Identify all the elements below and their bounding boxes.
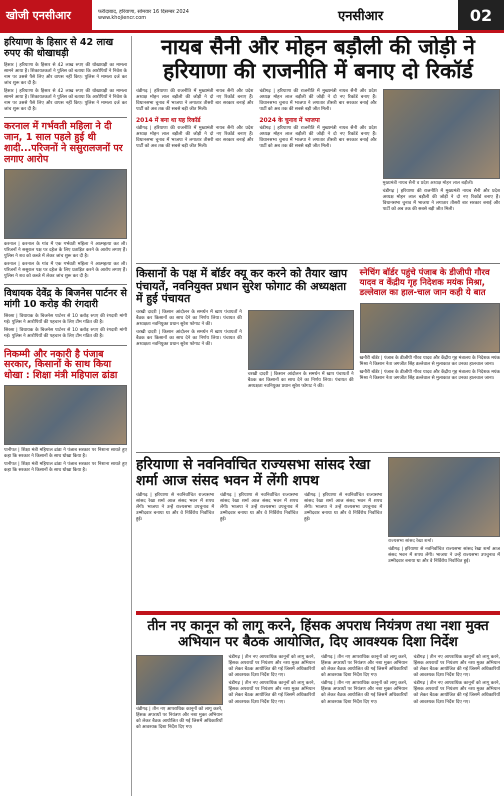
snatcher-body-cont: खनौरी बॉर्डर | पंजाब के डीजीपी गौरव यादव और केंद्रीय गृह मंत्रालय के निदेशक मयंक मिश्रा ने किसान नेता जगजीत सिंह डल्लेवाल से मुलाकात कर उनका हालचाल जाना। [359,369,500,381]
farmers-story [136,268,354,448]
page-number: 02 [458,0,504,30]
rajya-body: चंडीगढ़ | हरियाणा से नवनिर्वाचित राज्यसभा सांसद रेखा शर्मा आज संसद भवन में शपथ लेंगी। भाजपा ने उन्हें राज्यसभा उपचुनाव में उम्मीदवार बनाया था और वे निर्विरोध निर्वाचित हुई। [136,493,215,523]
lead-body-col2: चंडीगढ़ | हरियाणा की राजनीति में मुख्यमंत्री नायब सैनी और प्रदेश अध्यक्ष मोहन लाल बड़ौली की जोड़ी ने दो नए रिकॉर्ड बनाए हैं। विधानसभा चुनाव में भाजपा ने लगातार तीसरी बार सरकार बनाई और पार्टी को अब तक की सबसे बड़ी जीत मिली। [259,89,377,113]
snatcher-story [360,268,500,448]
rajya-photo-block [388,457,500,607]
laws-story [136,619,500,731]
story-punjab-photo [4,385,127,445]
farmers-photo [248,310,354,370]
laws-body-col2-cont: चंडीगढ़ | तीन नए आपराधिक कानूनों को लागू करने, हिंसक अपराधों पर नियंत्रण और नशा मुक्त अभियान को लेकर बैठक आयोजित की गई जिसमें अधिकारियों को आवश्यक दिशा निर्देश दिए गए। [228,681,315,705]
laws-columns [136,655,500,731]
rajya-story [136,457,382,607]
story-punjab-headline: निकम्मी और नकारी है पंजाब सरकार, किसानों के साथ किया धोखा : शिक्षा मंत्री महिपाल ढांडा [4,348,118,382]
lead-body-col3: चंडीगढ़ | हरियाणा की राजनीति में मुख्यमंत्री नायब सैनी और प्रदेश अध्यक्ष मोहन लाल बड़ौली की जोड़ी ने दो नए रिकॉर्ड बनाए हैं। विधानसभा चुनाव में भाजपा ने लगातार तीसरी बार सरकार बनाई और पार्टी को अब तक की सबसे बड़ी जीत मिली। [382,188,500,213]
divider [4,284,127,285]
farmers-body: चरखी दादरी | किसान आंदोलन के समर्थन में खाप पंचायतों ने बैठक कर किसानों का साथ देने का निर्णय लिया। पंचायत की अध्यक्षता नवनियुक्त प्रधान सुरेश फोगाट ने की। [136,309,242,328]
laws-body-col4-cont: चंडीगढ़ | तीन नए आपराधिक कानूनों को लागू करने, हिंसक अपराधों पर नियंत्रण और नशा मुक्त अभियान को लेकर बैठक आयोजित की गई जिसमें अधिकारियों को आवश्यक दिशा निर्देश दिए गए। [413,681,500,705]
rajya-body-col3: चंडीगढ़ | हरियाणा से नवनिर्वाचित राज्यसभा सांसद रेखा शर्मा आज संसद भवन में शपथ लेंगी। भाजपा ने उन्हें राज्यसभा उपचुनाव में उम्मीदवार बनाया था और वे निर्विरोध निर्वाचित हुई। [304,493,383,523]
lead-story [136,89,500,259]
story-karnal-headline: करनाल में गर्भवती महिला ने दी जान, 1 साल पहले हुई थी शादी...परिजनों ने ससुरालजनों पर लगाए आरोप [4,121,123,166]
lead-photo [383,89,500,179]
lead-subhead-2014: 2014 में बना था यह रिकॉर्ड [136,117,201,125]
left-column [4,36,132,796]
farmers-headline: किसानों के पक्ष में बॉर्डर क्यू कर करने को तैयार खाप पंचायतें, नवनियुक्त प्रधान सुरेश फोगाट की अध्यक्षता में हुई पंचायत [136,267,348,306]
story-hisar-headline: हरियाणा के हिसार से 42 लाख रुपए की धोखाधड़ी [4,37,114,59]
lead-headline: नायब सैनी और मोहन बड़ौली की जोड़ी ने हरियाणा की राजनीति में बनाए दो रिकॉर्ड [161,36,475,83]
laws-body-col3: चंडीगढ़ | तीन नए आपराधिक कानूनों को लागू करने, हिंसक अपराधों पर नियंत्रण और नशा मुक्त अभियान को लेकर बैठक आयोजित की गई जिसमें अधिकारियों को आवश्यक दिशा निर्देश दिए गए। [321,655,408,679]
story-hisar-body-cont: हिसार | हरियाणा के हिसार से 42 लाख रुपए की धोखाधड़ी का मामला सामने आया है। शिकायतकर्ता ने पुलिस को बताया कि आरोपियों ने निवेश के नाम पर उससे पैसे लिए और वापस नहीं किए। पुलिस ने मामला दर्ज कर जांच शुरू कर दी है। [4,89,127,113]
laws-body-col4: चंडीगढ़ | तीन नए आपराधिक कानूनों को लागू करने, हिंसक अपराधों पर नियंत्रण और नशा मुक्त अभियान को लेकर बैठक आयोजित की गई जिसमें अधिकारियों को आवश्यक दिशा निर्देश दिए गए। [413,655,500,679]
website-line: www.khojiencr.com [98,15,147,21]
rajya-headline: हरियाणा से नवनिर्वाचित राज्यसभा सांसद रेखा शर्मा आज संसद भवन में लेंगी शपथ [136,457,371,490]
story-mla-headline: विधायक देवेंद्र के बिजनेस पार्टनर से मांगी 10 करोड़ की रंगदारी [4,288,127,311]
lead-subhead-2024: 2024 के चुनाव में भाजपा [259,117,320,125]
laws-body-col3-cont: चंडीगढ़ | तीन नए आपराधिक कानूनों को लागू करने, हिंसक अपराधों पर नियंत्रण और नशा मुक्त अभियान को लेकर बैठक आयोजित की गई जिसमें अधिकारियों को आवश्यक दिशा निर्देश दिए गए। [321,681,408,705]
rajya-photo [388,457,500,537]
rajya-body-side: चंडीगढ़ | हरियाणा से नवनिर्वाचित राज्यसभा सांसद रेखा शर्मा आज संसद भवन में शपथ लेंगी। भाजपा ने उन्हें राज्यसभा उपचुनाव में उम्मीदवार बनाया था और वे निर्विरोध निर्वाचित हुई। [388,546,500,564]
divider [136,452,500,453]
divider [136,263,500,264]
rajya-row [136,457,500,607]
section-stripe [136,611,500,615]
lead-body-col2-cont: चंडीगढ़ | हरियाणा की राजनीति में मुख्यमंत्री नायब सैनी और प्रदेश अध्यक्ष मोहन लाल बड़ौली की जोड़ी ने दो नए रिकॉर्ड बनाए हैं। विधानसभा चुनाव में भाजपा ने लगातार तीसरी बार सरकार बनाई और पार्टी को अब तक की सबसे बड़ी जीत मिली। [259,126,377,150]
laws-headline: तीन नए कानून को लागू करने, हिंसक अपराध नियंत्रण तथा नशा मुक्त अभियान पर बैठक आयोजित, दिए आवश्यक दिशा निर्देश [147,618,489,650]
snatcher-photo [360,303,500,353]
story-karnal-body: करनाल | करनाल के गांव में एक गर्भवती महिला ने आत्महत्या कर ली। परिजनों ने ससुराल पक्ष पर दहेज के लिए प्रताड़ित करने के आरोप लगाए हैं। पुलिस ने शव को कब्जे में लेकर जांच शुरू कर दी है। [4,242,127,260]
lead-photo-caption: मुख्यमंत्री नायब सैनी व प्रदेश अध्यक्ष मोहन लाल बड़ौली। [382,181,474,187]
masthead-info [92,0,338,30]
snatcher-headline: स्नेचिंग बॉर्डर पहुंचे पंजाब के डीजीपी गौरव यादव व केंद्रीय गृह निदेशक मयंक मिश्रा, डल्लेवाल का हाल-चाल जान कही ये बात [359,268,490,299]
story-mla-body: सिरसा | विधायक के बिजनेस पार्टनर से 10 करोड़ रुपए की रंगदारी मांगी गई। पुलिस ने आरोपियों की पहचान के लिए टीम गठित की है। [4,314,127,326]
story-karnal-photo [4,169,127,239]
brand-name: एनसीआर [338,9,384,24]
main-column [136,36,500,796]
divider [4,345,127,346]
masthead-rule [0,30,504,33]
divider [4,117,127,118]
lead-body-cont: चंडीगढ़ | हरियाणा की राजनीति में मुख्यमंत्री नायब सैनी और प्रदेश अध्यक्ष मोहन लाल बड़ौली की जोड़ी ने दो नए रिकॉर्ड बनाए हैं। विधानसभा चुनाव में भाजपा ने लगातार तीसरी बार सरकार बनाई और पार्टी को अब तक की सबसे बड़ी जीत मिली। [136,126,254,150]
story-mla-body-cont: सिरसा | विधायक के बिजनेस पार्टनर से 10 करोड़ रुपए की रंगदारी मांगी गई। पुलिस ने आरोपियों की पहचान के लिए टीम गठित की है। [4,328,127,340]
story-hisar-body: हिसार | हरियाणा के हिसार से 42 लाख रुपए की धोखाधड़ी का मामला सामने आया है। शिकायतकर्ता ने पुलिस को बताया कि आरोपियों ने निवेश के नाम पर उससे पैसे लिए और वापस नहीं किए। पुलिस ने मामला दर्ज कर जांच शुरू कर दी है। [4,62,127,87]
middle-row [136,268,500,448]
snatcher-body: खनौरी बॉर्डर | पंजाब के डीजीपी गौरव यादव और केंद्रीय गृह मंत्रालय के निदेशक मयंक मिश्रा ने किसान नेता जगजीत सिंह डल्लेवाल से मुलाकात कर उनका हालचाल जाना। [359,355,500,367]
rajya-body-col2: चंडीगढ़ | हरियाणा से नवनिर्वाचित राज्यसभा सांसद रेखा शर्मा आज संसद भवन में शपथ लेंगी। भाजपा ने उन्हें राज्यसभा उपचुनाव में उम्मीदवार बनाया था और वे निर्विरोध निर्वाचित हुई। [220,493,299,523]
laws-photo [136,655,223,705]
story-punjab-body-cont: पानीपत | शिक्षा मंत्री महिपाल ढांडा ने पंजाब सरकार पर निशाना साधते हुए कहा कि सरकार ने किसानों के साथ धोखा किया है। [4,462,127,474]
farmers-body-cont: चरखी दादरी | किसान आंदोलन के समर्थन में खाप पंचायतों ने बैठक कर किसानों का साथ देने का निर्णय लिया। पंचायत की अध्यक्षता नवनियुक्त प्रधान सुरेश फोगाट ने की। [136,330,242,348]
laws-body: चंडीगढ़ | तीन नए आपराधिक कानूनों को लागू करने, हिंसक अपराधों पर नियंत्रण और नशा मुक्त अभियान को लेकर बैठक आयोजित की गई जिसमें अधिकारियों को आवश्यक दिशा निर्देश दिए गए। [136,707,223,731]
farmers-body-col2: चरखी दादरी | किसान आंदोलन के समर्थन में खाप पंचायतों ने बैठक कर किसानों का साथ देने का निर्णय लिया। पंचायत की अध्यक्षता नवनियुक्त प्रधान सुरेश फोगाट ने की। [247,371,354,390]
laws-body-col2: चंडीगढ़ | तीन नए आपराधिक कानूनों को लागू करने, हिंसक अपराधों पर नियंत्रण और नशा मुक्त अभियान को लेकर बैठक आयोजित की गई जिसमें अधिकारियों को आवश्यक दिशा निर्देश दिए गए। [228,655,315,679]
rajya-photo-caption: राज्यसभा सांसद रेखा शर्मा। [388,539,433,545]
section-label: खोजी एनसीआर [0,0,92,30]
date-line: फरीदाबाद, हरियाणा, सोमवार 16 दिसम्बर 2024 [98,9,189,15]
story-karnal-body-cont: करनाल | करनाल के गांव में एक गर्भवती महिला ने आत्महत्या कर ली। परिजनों ने ससुराल पक्ष पर दहेज के लिए प्रताड़ित करने के आरोप लगाए हैं। पुलिस ने शव को कब्जे में लेकर जांच शुरू कर दी है। [4,262,127,280]
masthead [0,0,504,30]
story-punjab-body: पानीपत | शिक्षा मंत्री महिपाल ढांडा ने पंजाब सरकार पर निशाना साधते हुए कहा कि सरकार ने किसानों के साथ धोखा किया है। [4,448,127,460]
lead-body: चंडीगढ़ | हरियाणा की राजनीति में मुख्यमंत्री नायब सैनी और प्रदेश अध्यक्ष मोहन लाल बड़ौली की जोड़ी ने दो नए रिकॉर्ड बनाए हैं। विधानसभा चुनाव में भाजपा ने लगातार तीसरी बार सरकार बनाई और पार्टी को अब तक की सबसे बड़ी जीत मिली। [136,89,254,113]
